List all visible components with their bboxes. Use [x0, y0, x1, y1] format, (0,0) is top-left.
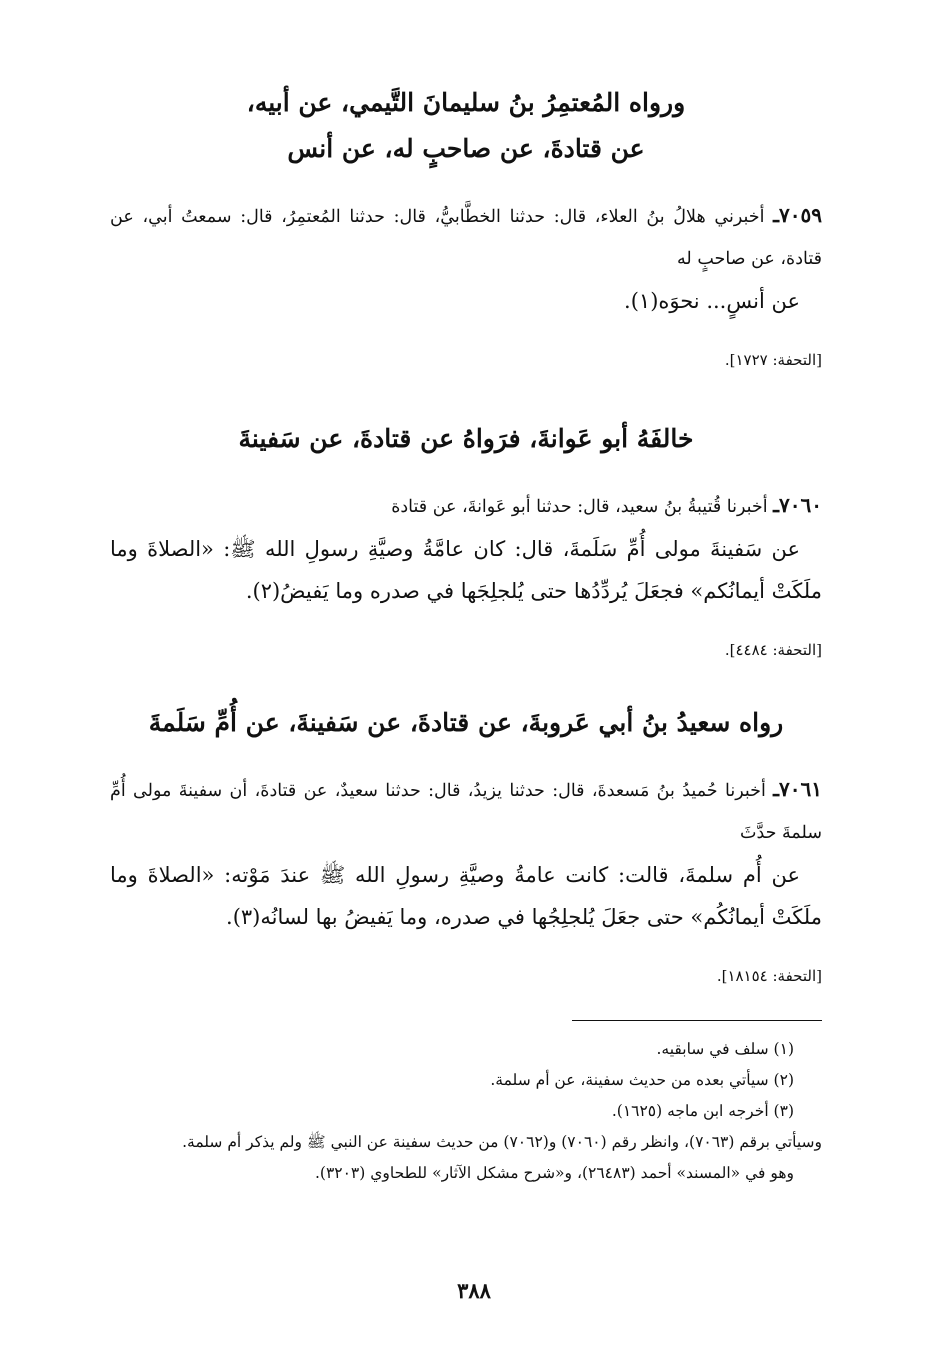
footnote-list [110, 1020, 822, 1189]
footnote-1: (١) سلف في سابقيه. [656, 1040, 794, 1058]
footnote-3: (٣) أخرجه ابن ماجه (١٦٢٥). [611, 1102, 794, 1120]
section-7059 [110, 80, 822, 372]
hadith-number: ٧٠٦١ـ [773, 777, 822, 801]
hadith-matn: عن أُم سلمةَ، قالت: كانت عامةُ وصيَّةِ رسولِ الله ﷺ عندَ مَوْته: «الصلاةَ وما ملَكَتْ أيمانُكُم» حتى جعَلَ يُلجلِجُها في صدره، وما يَفيضُ بها لسانُه(٣). [110, 863, 822, 929]
chapter-title [110, 80, 822, 172]
chapter-title-line: خالفَهُ أبو عَوانةَ، فرَواهُ عن قتادةَ، عن سَفينةَ [238, 424, 694, 453]
page-number: ٣٨٨ [457, 1278, 491, 1303]
tuhfa-reference: [التحفة: ١٨١٥٤]. [716, 967, 822, 985]
isnad-text: أخبرنا حُميدُ بنُ مَسعدةَ، قال: حدثنا يزيدُ، قال: حدثنا سعيدٌ، عن قتادةَ، أن سفينةَ مولى أُمِّ سلمةَ حدَّثَ [110, 781, 822, 843]
tuhfa-reference: [التحفة: ٤٤٨٤]. [724, 641, 822, 659]
chapter-title [110, 700, 822, 746]
tuhfa-reference: [التحفة: ١٧٢٧]. [724, 351, 822, 369]
chapter-title-line: رواه سعيدُ بنُ أبي عَروبةَ، عن قتادةَ، عن سَفينةَ، عن أُمِّ سَلَمةَ [148, 708, 784, 737]
page-body [110, 70, 822, 988]
hadith-matn: عن سَفينةَ مولى أُمِّ سَلَمةَ، قال: كان عامَّةُ وصيَّةِ رسولِ الله ﷺ: «الصلاةَ وما ملَكَتْ أيمانُكم» فجعَلَ يُردِّدُها حتى يُلجلِجَها في صدره وما يَفيضُ(٢). [110, 537, 822, 603]
hadith-7061 [110, 768, 822, 988]
section-7060 [110, 416, 822, 662]
footnote-2: (٢) سيأتي بعده من حديث سفينة، عن أم سلمة. [490, 1071, 794, 1089]
hadith-isnad [110, 484, 822, 528]
section-7061 [110, 700, 822, 988]
hadith-isnad [110, 768, 822, 854]
isnad-text: أخبرني هلالُ بنُ العلاء، قال: حدثنا الخطَّابيُّ، قال: حدثنا المُعتمِرُ، قال: سمعتُ أبي، عن قتادة، عن صاحبٍ له [110, 207, 822, 269]
hadith-number: ٧٠٥٩ـ [773, 203, 822, 227]
hadith-7059 [110, 194, 822, 372]
chapter-title-line: عن قتادةَ، عن صاحبٍ له، عن أنس [287, 134, 645, 163]
hadith-isnad [110, 194, 822, 280]
hadith-matn: عن أنسٍ... نحوَه(١). [624, 289, 800, 313]
footnote-separator [572, 1020, 822, 1021]
chapter-title [110, 416, 822, 462]
footnote-3-extra: وهو في «المسند» أحمد (٢٦٤٨٣)، و«شرح مشكل الآثار» للطحاوي (٣٢٠٣). [314, 1164, 794, 1182]
hadith-number: ٧٠٦٠ـ [773, 493, 822, 517]
footnote-3-continuation: وسيأتي برقم (٧٠٦٣)، وانظر رقم (٧٠٦٠) و(٧٠٦٢) من حديث سفينة عن النبي ﷺ ولم يذكر أم سلمة. [182, 1133, 822, 1151]
isnad-text: أخبرنا قُتيبةُ بنُ سعيد، قال: حدثنا أبو عَوانةَ، عن قتادة [391, 497, 774, 517]
footnotes [110, 1020, 822, 1189]
chapter-title-line: ورواه المُعتمِرُ بنُ سليمانَ التَّيمي، عن أبيه، [246, 88, 686, 117]
hadith-7060 [110, 484, 822, 662]
